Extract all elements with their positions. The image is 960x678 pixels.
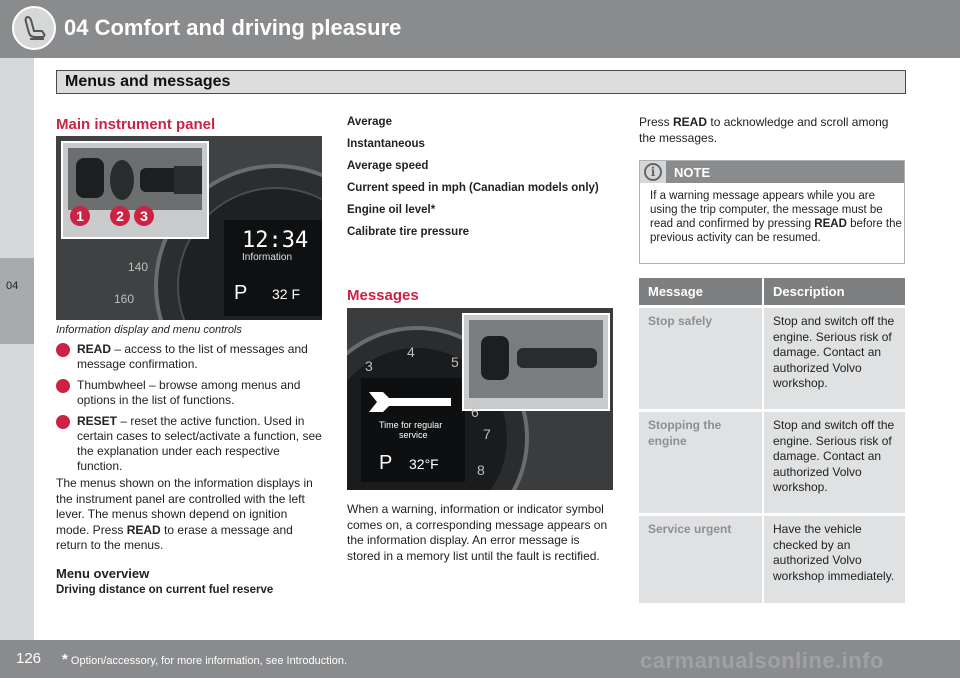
footnote-text: Option/accessory, for more information, see Introduction. [67, 655, 348, 667]
chapter-title: 04 Comfort and driving pleasure [64, 15, 402, 40]
list-item-thumbwheel [56, 378, 322, 408]
menu-item: Calibrate tire pressure [347, 226, 470, 238]
callout-3: 3 [134, 206, 154, 226]
menu-item: Average [347, 116, 392, 128]
table-row [639, 411, 905, 515]
paragraph-text: The menus shown on the information displays in the instrument panel are controlled with the left lever. The menus shown depend on ignition mode. Press [56, 476, 313, 537]
menu-overview-heading: Menu overview [56, 566, 150, 581]
menu-overview-item: Driving distance on current fuel reserve [56, 584, 274, 596]
paragraph-text: to acknowledge and scroll among the messages. [639, 115, 889, 145]
menu-item-list [347, 115, 613, 247]
description-cell: Stop and switch off the engine. Serious risk of damage. Contact an authorized Volvo workshop. [763, 411, 905, 515]
watermark: carmanualsonline.info [640, 648, 884, 673]
service-message-line1: Time for regular [379, 420, 443, 430]
messages-heading: Messages [347, 287, 419, 304]
paragraph-bold: READ [126, 522, 161, 537]
paragraph-bold: READ [673, 115, 708, 129]
message-table [639, 278, 905, 603]
left-margin-strip [0, 58, 34, 640]
column-header-description: Description [763, 278, 905, 307]
note-text-part: before the previous activity can be resumed. [650, 218, 902, 244]
display-clock: 12:34 [242, 228, 309, 253]
service-message-line2: service [399, 430, 428, 440]
paragraph-text: Press [639, 115, 674, 129]
speed-label-160: 160 [114, 292, 135, 306]
number-bullet-3 [56, 415, 70, 429]
menu-item: Current speed in mph (Canadian models only) [347, 182, 599, 194]
column-header-message: Message [639, 278, 763, 307]
chapter-tab [0, 258, 34, 344]
seat-icon [12, 6, 56, 50]
photo-caption: Information display and menu controls [56, 324, 242, 336]
instrument-panel-photo [56, 136, 322, 320]
description-cell: Have the vehicle checked by an authorized Volvo workshop immediately. [763, 515, 905, 603]
item-bold: RESET [77, 414, 118, 428]
read-instruction-paragraph [639, 115, 905, 146]
menu-control-paragraph [56, 476, 322, 554]
display-gear: P [379, 452, 393, 474]
callout-2: 2 [110, 206, 130, 226]
note-text-part: If a warning message appears while you are using the trip computer, the message must be read and confirmed by pressing [650, 190, 883, 230]
info-icon: i [644, 163, 662, 181]
number-bullet-2 [56, 379, 70, 393]
dial-number-5: 5 [451, 354, 459, 370]
speed-label-140: 140 [128, 260, 149, 274]
item-bold: READ [77, 342, 112, 356]
messages-paragraph: When a warning, information or indicator symbol comes on, a corresponding message appears on the information display. An error message is stored in a memory list until the fault is rectified. [347, 502, 608, 563]
chapter-tab-label: 04 [6, 280, 19, 292]
note-title: NOTE [674, 165, 711, 180]
main-instrument-panel-heading: Main instrument panel [56, 116, 216, 133]
dial-number-4: 4 [407, 344, 415, 360]
menu-item: Average speed [347, 160, 429, 172]
paragraph-text: to erase a message and return to the menus. [56, 522, 293, 552]
item-text: – access to the list of messages and message confirmation. [77, 342, 308, 371]
display-temp: 32°F [409, 456, 439, 472]
item-text: Thumbwheel – browse among menus and options in the list of functions. [77, 378, 301, 407]
menu-item: Engine oil level* [347, 204, 436, 216]
menu-item: Instantaneous [347, 138, 425, 150]
chapter-header [0, 0, 960, 58]
list-item-reset [56, 414, 322, 474]
table-row [639, 515, 905, 603]
message-cell: Stop safely [639, 307, 763, 411]
dial-number-6: 6 [471, 404, 479, 420]
dial-number-7: 7 [483, 426, 491, 442]
footnote [62, 651, 347, 668]
footnote-star: * [62, 651, 68, 668]
item-text: – reset the active function. Used in certain cases to select/activate a function, see the explanation under each respective function. [77, 414, 322, 473]
callout-1: 1 [70, 206, 90, 226]
list-item-read [56, 342, 322, 372]
message-cell: Stopping the engine [639, 411, 763, 515]
message-cell: Service urgent [639, 515, 763, 603]
display-temp: 32 F [272, 286, 301, 302]
section-bar [56, 70, 906, 94]
note-text-bold: READ [814, 218, 847, 230]
display-information-label: Information [242, 252, 293, 263]
table-header-row [639, 278, 905, 307]
display-gear: P [234, 282, 248, 304]
message-display-photo [347, 308, 613, 490]
number-bullet-1 [56, 343, 70, 357]
description-cell: Stop and switch off the engine. Serious risk of damage. Contact an authorized Volvo workshop. [763, 307, 905, 411]
page-number: 126 [16, 650, 42, 667]
table-row [639, 307, 905, 411]
note-text [650, 189, 902, 245]
dial-number-3: 3 [365, 358, 373, 374]
note-box [639, 160, 905, 264]
section-title: Menus and messages [65, 73, 231, 90]
dial-number-8: 8 [477, 462, 485, 478]
